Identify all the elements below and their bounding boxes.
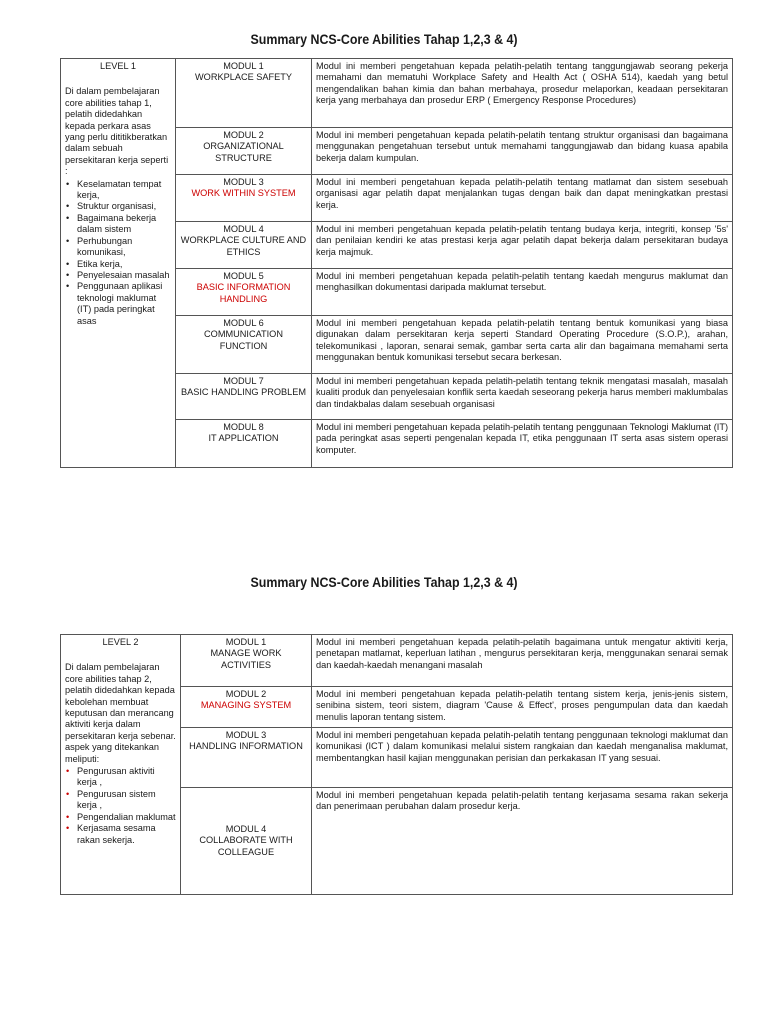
module-description: Modul ini memberi pengetahuan kepada pelatih-pelatih tentang penggunaan teknologi maklumat dan komunikasi (ICT ) dalam komunikasi melalui sistem rangkaian dan kaedah menganalisa maklumat, membentangkan hasil kajian menggunakan perisian dan perkakasan IT yang sesuai. bbox=[312, 728, 733, 788]
level1-intro: Di dalam pembelajaran core abilities tahap 1, pelatih didedahkan kepada perkara asas yang perlu dititikberatkan dalam sebuah persekitaran kerja seperti : bbox=[65, 86, 169, 177]
level1-module-4 bbox=[176, 222, 312, 269]
level1-bullet: • Struktur organisasi, bbox=[77, 201, 171, 212]
module-name: ORGANIZATIONAL STRUCTURE bbox=[203, 141, 284, 163]
module-description: Modul ini memberi pengetahuan kepada pelatih-pelatih tentang kaedah mengurus maklumat dan menghasilkan dokumentasi daripada maklumat tersebut. bbox=[312, 269, 733, 316]
level2-bullet: • Pengurusan sistem kerja , bbox=[77, 789, 176, 812]
module-description: Modul ini memberi pengetahuan kepada pelatih-pelatih tentang kerjasama sesama rakan sekerja dan penerimaan perubahan dalam prosedur kerja. bbox=[312, 788, 733, 895]
level1-bullet: • Bagaimana bekerja dalam sistem bbox=[77, 213, 171, 236]
level2-intro: Di dalam pembelajaran core abilities tahap 2, pelatih didedahkan kepada kebolehan membuat keputusan dan merancang aktiviti kerja dalam persekitaran kerja sebenar. aspek yang ditekankan meliputi: bbox=[65, 662, 176, 764]
module-number: MODUL 1 bbox=[223, 61, 264, 71]
module-number: MODUL 8 bbox=[223, 422, 264, 432]
module-name: IT APPLICATION bbox=[208, 433, 279, 444]
level2-bullet: • Pengurusan aktiviti kerja , bbox=[77, 766, 176, 789]
module-number: MODUL 5 bbox=[223, 271, 264, 281]
level1-module-5 bbox=[176, 269, 312, 316]
module-description: Modul ini memberi pengetahuan kepada pelatih-pelatih tentang matlamat dan sistem sesebuah organisasi agar pelatih dapat menjalankan tugas dengan baik dan dapat meningkatkan prestasi kerja. bbox=[312, 175, 733, 222]
level2-table bbox=[60, 634, 733, 895]
level1-bullet-list bbox=[65, 179, 171, 327]
level1-bullet: • Perhubungan komunikasi, bbox=[77, 236, 171, 259]
module-number: MODUL 4 bbox=[223, 224, 264, 234]
level1-table bbox=[60, 58, 733, 468]
level1-module-1 bbox=[176, 59, 312, 128]
module-description: Modul ini memberi pengetahuan kepada pelatih-pelatih tentang bentuk komunikasi yang biasa digunakan dalam persekitaran kerja seperti Standard Operating Procedure (S.O.P.), arahan, telekomunikasi , laporan, senarai semak, gambar serta carta alir dan bagaimana memahami serta menggunakan bentuk komunikasi tersebut secara berkesan. bbox=[312, 316, 733, 374]
module-number: MODUL 3 bbox=[223, 177, 264, 187]
module-number: MODUL 6 bbox=[223, 318, 264, 328]
module-description: Modul ini memberi pengetahuan kepada pelatih-pelatih tentang tanggungjawab seorang pekerja memahami dan mematuhi Workplace Safety and Health Act ( OSHA 514), kaedah yang betul mengendalikan bahan kimia dan bahan merbahaya, prosedur melaporkan, keadaan persekitaran kerja yang merbahaya dan prosedur ERP ( Emergency Response Procedures) bbox=[312, 59, 733, 128]
level1-module-2 bbox=[176, 128, 312, 175]
level1-bullet: • Penggunaan aplikasi teknologi maklumat (IT) pada peringkat asas bbox=[77, 281, 171, 327]
module-number: MODUL 4 bbox=[225, 823, 267, 834]
level2-bullet-list bbox=[65, 766, 176, 846]
module-number: MODUL 2 bbox=[225, 689, 267, 699]
module-number: MODUL 2 bbox=[223, 130, 264, 140]
level2-module-2 bbox=[181, 687, 312, 728]
level2-bullet: • Kerjasama sesama rakan sekerja. bbox=[77, 823, 176, 846]
level2-module-1 bbox=[181, 635, 312, 687]
module-name: WORKPLACE SAFETY bbox=[195, 72, 292, 83]
module-number: MODUL 3 bbox=[225, 730, 267, 740]
module-description: Modul ini memberi pengetahuan kepada pelatih-pelatih tentang budaya kerja, integriti, konsep '5s' dan penilaian kendiri ke atas prestasi kerja agar pelatih dapat bekerja dalam persekitaran budaya kerja majmuk. bbox=[312, 222, 733, 269]
level1-module-3 bbox=[176, 175, 312, 222]
level1-module-8 bbox=[176, 420, 312, 468]
module-description: Modul ini memberi pengetahuan kepada pelatih-pelatih tentang teknik mengatasi masalah, masalah kualiti produk dan penyelesaian konflik serta kaedah seseorang pekerja harus memberi maklumbalas dan tindakbalas dalam sesebuah organisasi bbox=[312, 374, 733, 420]
level2-label: LEVEL 2 bbox=[102, 637, 139, 647]
module-description: Modul ini memberi pengetahuan kepada pelatih-pelatih tentang sistem kerja, jenis-jenis sistem, senibina sistem, teori sistem, diagram 'Cause & Effect', proses pengumpulan data dan kaedah menulis laporan tentang sistem. bbox=[312, 687, 733, 728]
level1-cell bbox=[61, 59, 176, 468]
module-name: WORK WITHIN SYSTEM bbox=[191, 188, 296, 199]
level1-bullet: • Etika kerja, bbox=[77, 259, 171, 270]
module-name: COMMUNICATION FUNCTION bbox=[204, 329, 283, 351]
module-name: MANAGE WORK ACTIVITIES bbox=[210, 648, 282, 670]
module-name: MANAGING SYSTEM bbox=[200, 700, 292, 711]
module-description: Modul ini memberi pengetahuan kepada pelatih-pelatih tentang struktur organisasi dan bagaimana menggunakan pengetahuan tersebut untuk memahami tanggungjawab dan bidang kuasa apabila bekerja dalam kumpulan. bbox=[312, 128, 733, 175]
module-name: COLLABORATE WITH COLLEAGUE bbox=[199, 835, 293, 857]
level2-cell bbox=[61, 635, 181, 895]
module-name: HANDLING INFORMATION bbox=[189, 741, 303, 752]
module-description: Modul ini memberi pengetahuan kepada pelatih-pelatih bagaimana untuk mengatur aktiviti kerja, penetapan matlamat, keperluan latihan , mengurus persekitaran kerja, menggunakan senarai semak dan kaedah-kaedah menangani masalah bbox=[312, 635, 733, 687]
level1-module-7 bbox=[176, 374, 312, 420]
module-name: BASIC INFORMATION HANDLING bbox=[196, 282, 291, 304]
module-name: WORKPLACE CULTURE AND ETHICS bbox=[180, 235, 307, 257]
level1-bullet: • Keselamatan tempat kerja, bbox=[77, 179, 171, 202]
module-description: Modul ini memberi pengetahuan kepada pelatih-pelatih tentang penggunaan Teknologi Maklumat (IT) pada peringkat asas seperti pengenalan kepada IT, etika penggunaan IT serta asas sistem operasi komputer. bbox=[312, 420, 733, 468]
level2-module-4 bbox=[181, 788, 312, 895]
page-title-2: Summary NCS-Core Abilities Tahap 1,2,3 & 4) bbox=[250, 575, 518, 590]
level2-module-3 bbox=[181, 728, 312, 788]
page-title-1: Summary NCS-Core Abilities Tahap 1,2,3 & 4) bbox=[250, 32, 518, 47]
level1-label: LEVEL 1 bbox=[100, 61, 136, 71]
level1-module-6 bbox=[176, 316, 312, 374]
module-number: MODUL 7 bbox=[223, 376, 264, 386]
module-name: BASIC HANDLING PROBLEM bbox=[180, 387, 307, 398]
level1-bullet: • Penyelesaian masalah bbox=[77, 270, 171, 281]
module-number: MODUL 1 bbox=[225, 637, 267, 647]
level2-bullet: • Pengendalian maklumat bbox=[77, 812, 176, 823]
